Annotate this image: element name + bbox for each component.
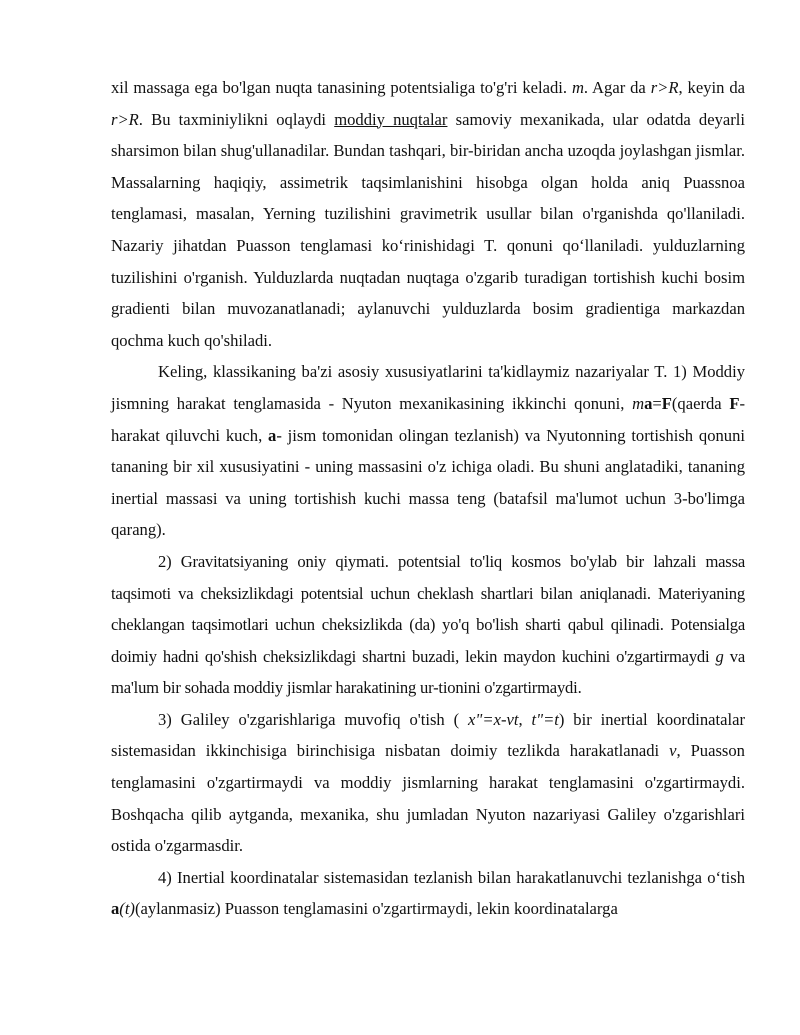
text-run: - jism tomonidan olingan tezlanish) va Nyutonning tortishish qonuni tananing bir xil xususiyatini - uning massasini o'z ichiga oladi. Bu shuni anglatadiki, tananing inertial massasi va uning tortishish kuchi massa teng (batafsil ma'lumot uchun 3-bo'limga qarang). <box>111 425 745 540</box>
text-run: (aylanmasiz) Puasson tenglamasini o'zgartirmaydi, lekin koordinatalarga <box>134 899 618 919</box>
math-expression: r>R <box>650 78 679 97</box>
text-run: . Agar da <box>583 78 651 97</box>
math-symbol: a <box>268 425 277 445</box>
paragraph-2 <box>111 356 745 546</box>
body-text <box>111 72 745 925</box>
text-run: ) bir inertial koordinatalar sistemasidan ikkinchisiga birinchisiga nisbatan doimiy tezlikda harakatlanadi <box>111 709 745 761</box>
text-run: samoviy mexanikada, ular odatda deyarli sharsimon bilan shug'ullanadilar. Bundan tashqari, bir-biridan ancha uzoqda joylashgan jismlar. Massalarning haqiqiy, assimetrik taqsimlanishini hisobga olgan holda aniq Puassnoa tenglamasi, masalan, Yerning tuzilishini gravimetrik usullar bilan o'rganishda qo'llaniladi. Nazariy jihatdan Puasson tenglamasi ko‘rinishidagi T. qonuni qo‘llaniladi. yulduzlarning tuzilishini o'rganish. Yulduzlarda nuqtadan nuqtaga o'zgarib turadigan tortishish kuchi bosim gradienti bilan muvozanatlanadi; aylanuvchi yulduzlarda bosim gradientiga markazdan qochma kuch qo'shiladi. <box>111 109 745 350</box>
math-symbol: a <box>111 899 120 919</box>
moddiy-nuqtalar-link[interactable]: moddiy nuqtalar <box>334 109 448 129</box>
math-symbol: v <box>669 741 677 761</box>
math-symbol: F <box>661 393 672 413</box>
math-symbol: m <box>632 393 645 413</box>
text-run: xil massaga ega bo'lgan nuqta tanasining potentsialiga to'g'ri keladi. <box>111 78 572 97</box>
math-symbol: g <box>715 646 724 666</box>
text-run: va ma'lum bir sohada moddiy jismlar harakatining ur-tionini o'zgartirmaydi. <box>111 646 745 698</box>
paragraph-3 <box>111 546 745 704</box>
text-run: 3) Galiley o'zgarishlariga muvofiq o'tish ( <box>158 709 469 729</box>
text-run: , <box>518 709 532 729</box>
math-symbol: m <box>571 78 584 97</box>
text-run: Keling, klassikaning ba'zi asosiy xususiyatlarini ta'kidlaymiz nazariyalar T. 1) Moddiy jismning harakat tenglamasida - Nyuton mexanikasining ikkinchi qonuni, <box>111 362 745 413</box>
text-run: (qaerda <box>671 393 730 413</box>
paragraph-1 <box>111 72 745 356</box>
math-expression: (t) <box>119 899 135 919</box>
text-run: - harakat qiluvchi kuch, <box>111 393 746 445</box>
math-symbol: F <box>729 393 740 413</box>
text-run: 2) Gravitatsiyaning oniy qiymati. potentsial to'liq kosmos bo'ylab bir lahzali massa taqsimoti va cheksizlikdagi potentsial uchun cheklash shartlari bilan aniqlanadi. Materiyaning cheklangan taqsimotlari uchun cheksizlikda (da) yo'q bo'lish sharti qabul qilinadi. Potensialga doimiy hadni qo'shish cheksizlikdagi shartni buzadi, lekin maydon kuchini o'zgartirmaydi <box>111 551 745 666</box>
math-expression: t"=t <box>531 709 559 729</box>
math-symbol: a <box>644 393 653 413</box>
math-operator: = <box>652 393 662 413</box>
math-expression: r>R <box>111 109 139 129</box>
text-run: . Bu taxminiylikni oqlaydi <box>138 109 335 129</box>
paragraph-5 <box>111 862 745 925</box>
paragraph-4 <box>111 704 745 862</box>
text-run: , Puasson tenglamasini o'zgartirmaydi va moddiy jismlarning harakat tenglamasini o'zgartirmaydi. Boshqacha qilib aytganda, mexanika, shu jumladan Nyuton nazariyasi Galiley o'zgarishlari ostida o'zgarmasdir. <box>111 741 745 856</box>
text-run: 4) Inertial koordinatalar sistemasidan tezlanish bilan harakatlanuvchi tezlanishga o‘tish <box>158 867 745 887</box>
math-expression: x"=x-vt <box>468 709 519 729</box>
text-run: , keyin da <box>678 78 745 97</box>
